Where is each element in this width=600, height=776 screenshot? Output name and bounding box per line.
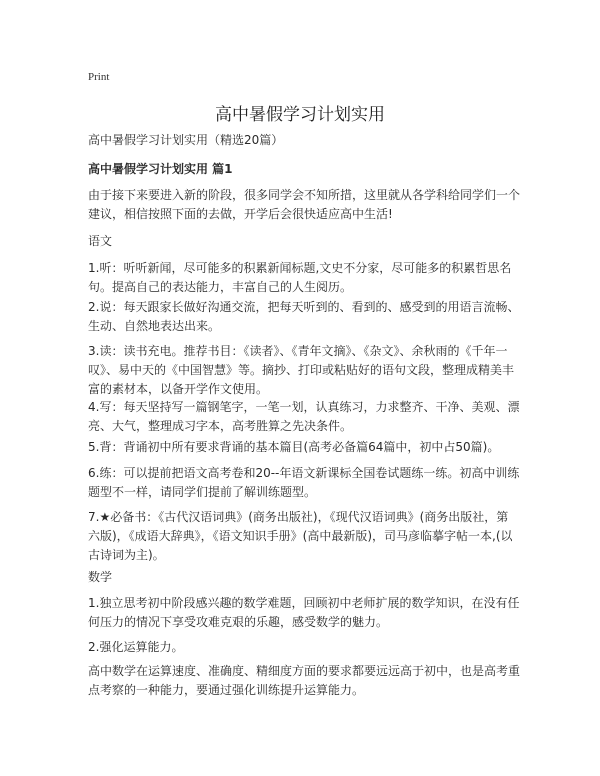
intro-paragraph: 由于接下来要进入新的阶段，很多同学会不知所措，这里就从各学科给同学们一个建议，相信按照下面的去做，开学后会很快适应高中生活! — [88, 188, 521, 221]
chinese-item-4: 4.写：每天坚持写一篇钢笔字，一笔一划，认真练习，力求整齐、干净、美观、漂亮、大气，整理成习字本，高考胜算之先决条件。 — [88, 400, 520, 433]
subtitle: 高中暑假学习计划实用（精选20篇） — [88, 133, 284, 147]
section-heading: 高中暑假学习计划实用 篇1 — [88, 162, 233, 176]
math-item-2: 2.强化运算能力。 — [88, 640, 184, 654]
chinese-item-7: 7.★必备书：《古代汉语词典》(商务出版社)，《现代汉语词典》(商务出版社，第六版)，《成语大辞典》，《语文知识手册》(高中最新版)，司马彦临摹字帖一本,(以古诗词为主)。 — [88, 510, 513, 562]
math-item-1: 1.独立思考初中阶段感兴趣的数学难题，回顾初中老师扩展的数学知识，在没有任何压力的情况下享受攻难克艰的乐趣，感受数学的魅力。 — [88, 596, 520, 629]
chinese-item-2: 2.说：每天跟家长做好沟通交流，把每天听到的、看到的、感受到的用语言流畅、生动、自然地表达出来。 — [88, 300, 520, 333]
print-link[interactable]: Print — [88, 71, 110, 83]
chinese-item-5: 5.背：背诵初中所有要求背诵的基本篇目(高考必备篇64篇中，初中占50篇)。 — [88, 440, 500, 454]
chinese-item-1: 1.听：听听新闻，尽可能多的积累新闻标题,文史不分家，尽可能多的积累哲思名句。提高自己的表达能力，丰富自己的人生阅历。 — [88, 261, 512, 294]
math-item-3: 高中数学在运算速度、准确度、精细度方面的要求都要远远高于初中，也是高考重点考察的一种能力，要通过强化训练提升运算能力。 — [88, 664, 521, 697]
chinese-item-3: 3.读：读书充电。推荐书目：《读者》、《青年文摘》、《杂文》、余秋雨的《千年一叹》、易中天的《中国智慧》等。摘抄、打印或粘贴好的语句文段，整理成精美丰富的素材本，以备开学作文使用。 — [88, 344, 515, 396]
math-heading: 数学 — [88, 570, 113, 584]
page-title: 高中暑假学习计划实用 — [215, 105, 385, 125]
chinese-item-6: 6.练：可以提前把语文高考卷和20--年语文新课标全国卷试题练一练。初高中训练题型不一样，请同学们提前了解训练题型。 — [88, 466, 520, 499]
chinese-heading: 语文 — [88, 234, 113, 248]
